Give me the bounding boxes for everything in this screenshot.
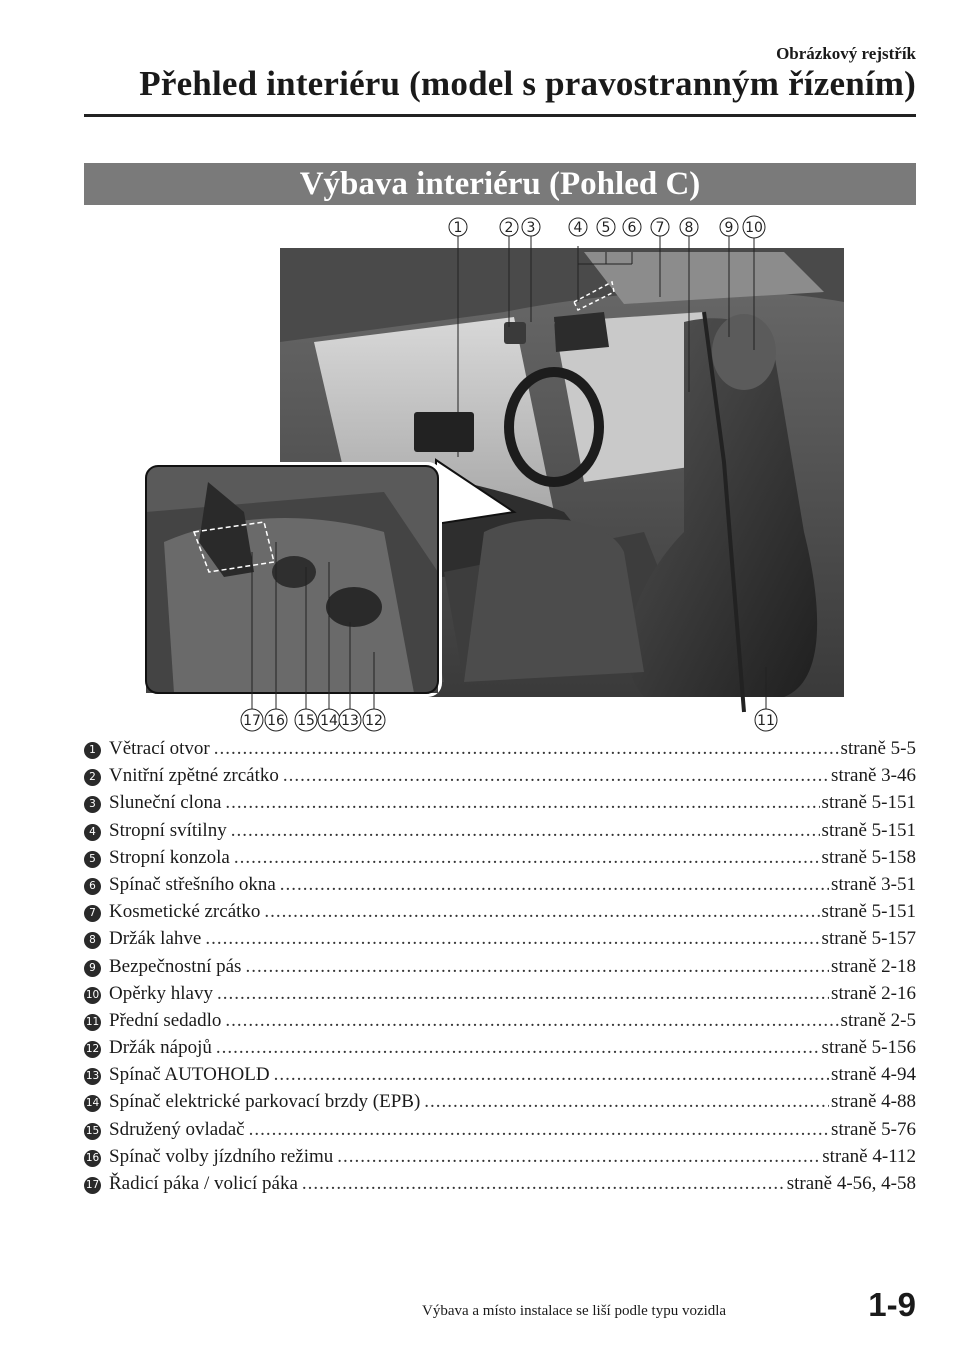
item-number: 15 <box>84 1123 101 1140</box>
callout-15: 15 <box>297 713 315 729</box>
item-label: Vnitřní zpětné zrcátko <box>109 765 279 787</box>
callout-13-marker <box>339 709 361 731</box>
item-label: Spínač volby jízdního režimu <box>109 1145 334 1167</box>
page-title: Přehled interiéru (model s pravostranným řízením) <box>139 64 916 103</box>
page-reference[interactable]: straně 5-151 <box>821 792 916 814</box>
item-number: 16 <box>84 1150 101 1167</box>
item-list <box>84 738 916 1200</box>
item-number: 11 <box>84 1014 101 1031</box>
callout-13: 13 <box>341 713 359 729</box>
list-item <box>84 928 916 955</box>
callout-10-marker <box>743 216 765 238</box>
list-item <box>84 1037 916 1064</box>
item-label: Řadicí páka / volicí páka <box>109 1173 298 1194</box>
item-number: 13 <box>84 1068 101 1085</box>
callout-3-marker <box>522 218 540 236</box>
page-reference[interactable]: straně 5-151 <box>821 819 916 841</box>
list-item <box>84 1119 916 1146</box>
callout-17-marker <box>241 709 263 731</box>
callout-5-marker <box>597 218 615 236</box>
item-label: Bezpečnostní pás <box>109 955 242 977</box>
list-item <box>84 792 916 819</box>
leader-dots <box>214 738 839 760</box>
callout-10: 10 <box>745 220 763 236</box>
leader-dots <box>280 874 829 896</box>
callout-12-marker <box>363 709 385 731</box>
callout-16-marker <box>265 709 287 731</box>
leader-dots <box>337 1146 820 1168</box>
item-number: 2 <box>84 769 101 786</box>
page-reference[interactable]: straně 3-51 <box>831 873 916 895</box>
item-number: 10 <box>84 987 101 1004</box>
callout-9-marker <box>720 218 738 236</box>
leader-dots <box>283 765 829 787</box>
page-reference[interactable]: straně 5-5 <box>840 738 916 759</box>
page-reference[interactable]: straně 4-88 <box>831 1091 916 1113</box>
callout-2: 2 <box>504 220 514 236</box>
callout-15-marker <box>295 709 317 731</box>
section-banner: Výbava interiéru (Pohled C) <box>84 163 916 205</box>
item-number: 17 <box>84 1177 101 1194</box>
leader-dots <box>245 956 829 978</box>
callout-2-marker <box>500 218 518 236</box>
callout-3: 3 <box>526 220 536 236</box>
callout-4: 4 <box>573 220 583 236</box>
item-label: Sluneční clona <box>109 792 222 814</box>
item-label: Spínač AUTOHOLD <box>109 1064 270 1086</box>
page-reference[interactable]: straně 5-157 <box>821 928 916 950</box>
callout-1: 1 <box>453 220 463 236</box>
callout-8-marker <box>680 218 698 236</box>
header-rule <box>84 114 916 117</box>
callout-6-marker <box>623 218 641 236</box>
callout-17: 17 <box>243 713 261 729</box>
item-number: 4 <box>84 824 101 841</box>
callout-14: 14 <box>320 713 338 729</box>
callout-5: 5 <box>601 220 611 236</box>
list-item <box>84 1010 916 1037</box>
item-label: Opěrky hlavy <box>109 982 213 1004</box>
item-number: 5 <box>84 851 101 868</box>
list-item <box>84 765 916 792</box>
callout-16: 16 <box>267 713 285 729</box>
item-label: Držák nápojů <box>109 1037 212 1059</box>
interior-illustration <box>84 212 916 747</box>
callout-11: 11 <box>757 713 775 729</box>
page-reference[interactable]: straně 5-76 <box>831 1118 916 1140</box>
footer-note: Výbava a místo instalace se liší podle typu vozidla <box>422 1303 727 1319</box>
page-reference[interactable]: straně 3-46 <box>831 765 916 787</box>
leader-dots <box>274 1064 829 1086</box>
callout-4-marker <box>569 218 587 236</box>
callout-14-marker <box>318 709 340 731</box>
leader-dots <box>225 1010 838 1032</box>
item-label: Spínač elektrické parkovací brzdy (EPB) <box>109 1091 421 1113</box>
leader-dots <box>225 792 819 814</box>
leader-dots <box>216 1037 820 1059</box>
leader-dots <box>217 983 829 1005</box>
leader-dots <box>424 1091 829 1113</box>
list-item <box>84 1146 916 1173</box>
page-reference[interactable]: straně 2-18 <box>831 955 916 977</box>
header-small: Obrázkový rejstřík <box>776 44 916 63</box>
item-label: Stropní konzola <box>109 846 230 868</box>
leader-dots <box>264 901 819 923</box>
callout-7: 7 <box>655 220 665 236</box>
page-reference[interactable]: straně 4-94 <box>831 1064 916 1086</box>
list-item <box>84 1173 916 1200</box>
item-number: 6 <box>84 878 101 895</box>
leader-dots <box>249 1119 829 1141</box>
callout-6: 6 <box>627 220 637 236</box>
list-item <box>84 847 916 874</box>
list-item <box>84 874 916 901</box>
page-reference[interactable]: straně 2-5 <box>840 1009 916 1031</box>
item-number: 9 <box>84 960 101 977</box>
item-label: Přední sedadlo <box>109 1009 222 1031</box>
page-reference[interactable]: straně 5-151 <box>821 901 916 923</box>
item-number: 3 <box>84 796 101 813</box>
item-number: 8 <box>84 932 101 949</box>
leader-dots <box>231 820 820 842</box>
page-reference[interactable]: straně 2-16 <box>831 982 916 1004</box>
interior-figure <box>84 212 916 747</box>
callout-8: 8 <box>684 220 694 236</box>
callout-7-marker <box>651 218 669 236</box>
leader-dots <box>205 928 819 950</box>
item-number: 12 <box>84 1041 101 1058</box>
callout-1-marker <box>449 218 467 236</box>
list-item <box>84 1091 916 1118</box>
item-number: 7 <box>84 905 101 922</box>
item-label: Držák lahve <box>109 928 202 950</box>
leader-dots <box>302 1173 785 1195</box>
list-item <box>84 738 916 765</box>
leader-dots <box>234 847 820 869</box>
page-reference[interactable]: straně 4-112 <box>822 1145 916 1167</box>
page-reference[interactable]: straně 5-158 <box>821 846 916 868</box>
list-item <box>84 983 916 1010</box>
item-label: Větrací otvor <box>109 738 210 759</box>
item-label: Sdružený ovladač <box>109 1118 245 1140</box>
page-reference[interactable]: straně 4-56, 4-58 <box>786 1173 916 1194</box>
item-number: 14 <box>84 1095 101 1112</box>
callout-9: 9 <box>724 220 734 236</box>
page-number: 1-9 <box>868 1286 916 1323</box>
callout-12: 12 <box>365 713 383 729</box>
item-label: Spínač střešního okna <box>109 873 276 895</box>
list-item <box>84 901 916 928</box>
item-label: Stropní svítilny <box>109 819 227 841</box>
list-item <box>84 956 916 983</box>
list-item <box>84 820 916 847</box>
page-reference[interactable]: straně 5-156 <box>821 1037 916 1059</box>
item-label: Kosmetické zrcátko <box>109 901 261 923</box>
item-number: 1 <box>84 742 101 759</box>
callout-11-marker <box>755 709 777 731</box>
list-item <box>84 1064 916 1091</box>
